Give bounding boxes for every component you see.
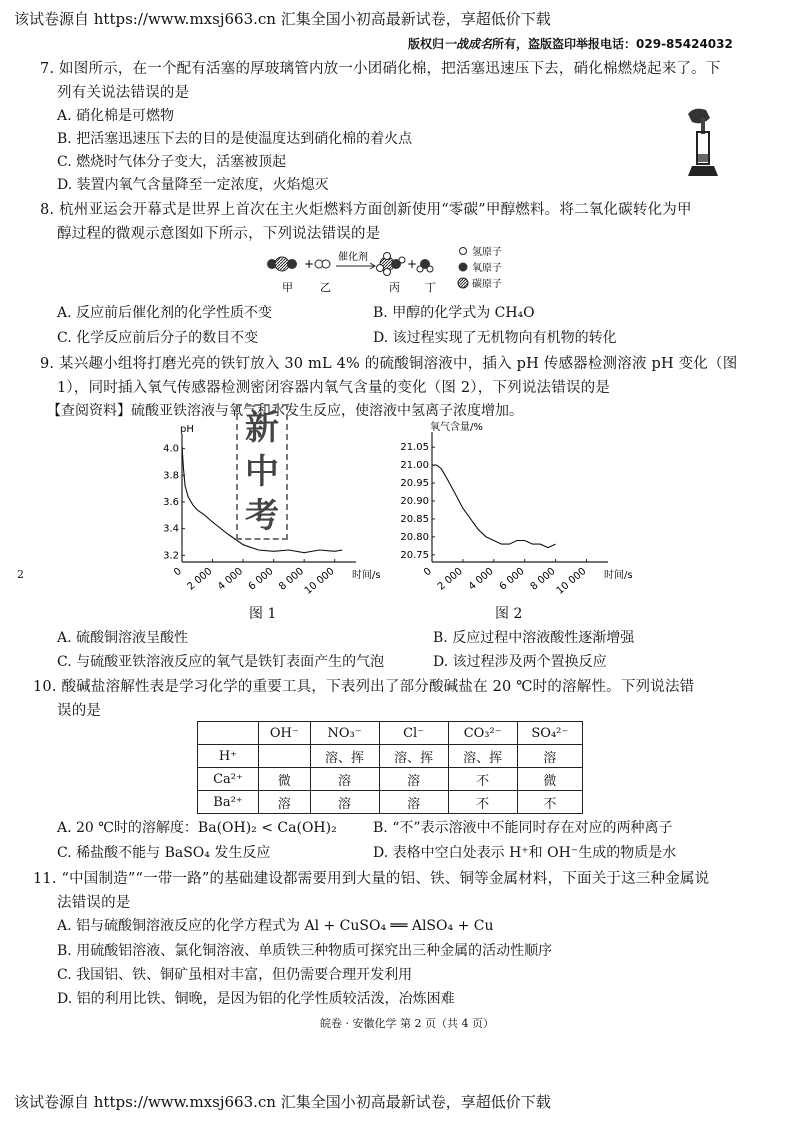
x-tick-label: 0: [171, 565, 184, 579]
catalyst-label: 催化剂: [338, 252, 368, 263]
stamp-char-1: 新: [245, 408, 279, 448]
margin-number: 2: [17, 568, 24, 581]
q8-option-d: D. 该过程实现了无机物向有机物的转化: [373, 330, 617, 346]
q11-stem-line-1: 11. “中国制造”“一带一路”的基础建设都需要用到大量的铝、铁、铜等金属材料，下面关于这三种金属说: [33, 871, 710, 887]
table-cell: 溶: [379, 791, 448, 814]
copyright-brand: 一战成名: [444, 37, 493, 51]
q10-stem-line-1: 10. 酸碱盐溶解性表是学习化学的重要工具，下表列出了部分酸碱盐在 20 ℃时的溶解性。下列说法错: [33, 679, 695, 695]
legend-carbon: 碳原子: [472, 279, 502, 290]
table-cell: Ca²⁺: [198, 768, 259, 791]
svg-text:+: +: [304, 257, 315, 271]
stamp-char-3: 考: [245, 496, 279, 536]
table-cell: Ba²⁺: [198, 791, 259, 814]
table-cell: 不: [517, 791, 582, 814]
q8-option-c: C. 化学反应前后分子的数目不变: [57, 330, 259, 346]
table-row: [198, 745, 583, 768]
chart-oxygen: [388, 422, 633, 597]
copyright-line: [408, 35, 733, 52]
q11-option-c: C. 我国铝、铁、铜矿虽相对丰富，但仍需要合理开发利用: [57, 967, 413, 983]
q7-stem-line-2: 列有关说法错误的是: [57, 85, 190, 101]
table-row: [198, 791, 583, 814]
table-cell: 溶: [517, 745, 582, 768]
y-tick-label: 4.0: [163, 443, 179, 455]
table-header-row: [198, 722, 583, 745]
table-header-cell: NO₃⁻: [310, 722, 379, 745]
series-line: [432, 465, 556, 547]
table-cell: H⁺: [198, 745, 259, 768]
q9-option-d: D. 该过程涉及两个置换反应: [433, 654, 607, 670]
watermark-stamp: [236, 404, 288, 540]
q10-option-a: A. 20 ℃时的溶解度：Ba(OH)₂ < Ca(OH)₂: [57, 820, 337, 836]
q9-option-b: B. 反应过程中溶液酸性逐渐增强: [433, 630, 635, 646]
q10-option-d: D. 表格中空白处表示 H⁺和 OH⁻生成的物质是水: [373, 845, 677, 861]
y-tick-label: 21.00: [400, 460, 429, 472]
x-tick-label: 6 000: [246, 565, 276, 593]
source-banner-top: 该试卷源自 https://www.mxsj663.cn 汇集全国小初高最新试卷，享超低价下载: [14, 10, 551, 28]
x-axis-label: 时间/s: [604, 570, 633, 581]
chart-1-caption: 图 1: [249, 606, 277, 622]
q9-option-a: A. 硫酸铜溶液呈酸性: [57, 630, 189, 646]
x-tick-label: 8 000: [277, 565, 307, 593]
legend-oxygen-icon: [459, 263, 468, 272]
x-tick-label: 4 000: [216, 565, 246, 593]
q11-option-a: A. 铝与硫酸铜溶液反应的化学方程式为 Al + CuSO₄ ══ AlSO₄ + Cu: [57, 918, 494, 934]
q9-stem-line-1: 9. 某兴趣小组将打磨光亮的铁钉放入 30 mL 4% 的硫酸铜溶液中，插入 pH 传感器检测溶液 pH 变化（图: [40, 356, 738, 372]
x-tick-label: 2 000: [435, 565, 465, 593]
table-cell: 不: [448, 768, 517, 791]
table-cell: [259, 745, 311, 768]
q10-stem-line-2: 误的是: [57, 703, 102, 719]
q10-option-c: C. 稀盐酸不能与 BaSO₄ 发生反应: [57, 845, 271, 861]
y-tick-label: 3.6: [163, 497, 179, 508]
q7-option-d: D. 装置内氧气含量降至一定浓度，火焰熄灭: [57, 177, 329, 193]
molecule-co2: [267, 257, 297, 271]
y-tick-label: 3.8: [163, 470, 179, 482]
chart-2-caption: 图 2: [495, 606, 523, 622]
y-tick-label: 20.95: [400, 478, 429, 490]
copyright-suffix: 所有，盗版盗印举报电话：029-85424032: [492, 37, 733, 51]
label-jia: 甲: [282, 281, 293, 294]
x-axis-label: 时间/s: [352, 570, 381, 581]
label-bing: 丙: [389, 281, 400, 294]
table-header-cell: [198, 722, 259, 745]
q9-option-c: C. 与硫酸亚铁溶液反应的氧气是铁钉表面产生的气泡: [57, 654, 385, 670]
table-cell: 溶: [379, 768, 448, 791]
y-axis-label: 氧气含量/%: [430, 422, 483, 433]
piston-tube-illustration: [684, 104, 724, 180]
q8-option-a: A. 反应前后催化剂的化学性质不变: [57, 305, 273, 321]
q8-option-b: B. 甲醇的化学式为 CH₄O: [373, 305, 535, 321]
label-ding: 丁: [425, 281, 436, 294]
q11-option-b: B. 用硫酸铝溶液、氯化铜溶液、单质铁三种物质可探究出三种金属的活动性顺序: [57, 943, 553, 959]
table-cell: 溶、挥: [310, 745, 379, 768]
reaction-diagram: [262, 246, 532, 296]
table-header-cell: CO₃²⁻: [448, 722, 517, 745]
source-banner-bottom: 该试卷源自 https://www.mxsj663.cn 汇集全国小初高最新试卷，享超低价下载: [14, 1093, 551, 1111]
y-axis-label: pH: [180, 424, 194, 435]
molecule-h2: [315, 260, 330, 268]
label-yi: 乙: [320, 281, 331, 294]
legend-carbon-icon: [458, 278, 468, 288]
x-tick-label: 0: [421, 565, 434, 579]
table-header-cell: OH⁻: [259, 722, 311, 745]
table-cell: 微: [517, 768, 582, 791]
table-cell: 微: [259, 768, 311, 791]
molecule-h2o: [417, 259, 433, 272]
x-tick-label: 8 000: [528, 565, 558, 593]
svg-text:+: +: [407, 257, 418, 271]
table-cell: 溶、挥: [448, 745, 517, 768]
molecule-ch3oh: [377, 253, 406, 276]
q11-option-d: D. 铝的利用比铁、铜晚，是因为铝的化学性质较活泼，冶炼困难: [57, 991, 455, 1007]
x-tick-label: 10 000: [554, 565, 589, 597]
x-tick-label: 10 000: [302, 565, 337, 597]
table-header-cell: SO₄²⁻: [517, 722, 582, 745]
page-info: 皖卷 · 安徽化学 第 2 页（共 4 页）: [320, 1017, 494, 1030]
q8-stem-line-1: 8. 杭州亚运会开幕式是世界上首次在主火炬燃料方面创新使用“零碳”甲醇燃料。将二氧化碳转化为甲: [40, 202, 692, 218]
q7-option-c: C. 燃烧时气体分子变大，活塞被顶起: [57, 154, 287, 170]
x-tick-label: 4 000: [466, 565, 496, 593]
q7-option-b: B. 把活塞迅速压下去的目的是使温度达到硝化棉的着火点: [57, 131, 413, 147]
q8-stem-line-2: 醇过程的微观示意图如下所示，下列说法错误的是: [57, 226, 381, 242]
y-tick-label: 20.90: [400, 496, 429, 507]
legend-oxygen: 氧原子: [472, 263, 502, 274]
solubility-table: [197, 721, 583, 814]
table-cell: 溶、挥: [379, 745, 448, 768]
y-tick-label: 3.2: [163, 550, 179, 562]
y-tick-label: 20.85: [400, 513, 429, 525]
table-cell: 溶: [259, 791, 311, 814]
stamp-char-2: 中: [245, 452, 279, 492]
table-row: [198, 768, 583, 791]
table-header-cell: Cl⁻: [379, 722, 448, 745]
y-tick-label: 3.4: [163, 523, 179, 535]
x-tick-label: 2 000: [185, 565, 215, 593]
table-cell: 不: [448, 791, 517, 814]
copyright-prefix: 版权归: [408, 37, 445, 51]
y-tick-label: 21.05: [400, 442, 429, 454]
y-tick-label: 20.80: [400, 531, 429, 543]
q7-option-a: A. 硝化棉是可燃物: [57, 108, 175, 124]
x-tick-label: 6 000: [497, 565, 527, 593]
table-cell: 溶: [310, 768, 379, 791]
q9-stem-line-2: 1），同时插入氧气传感器检测密闭容器内氧气含量的变化（图 2），下列说法错误的是: [57, 380, 611, 396]
table-cell: 溶: [310, 791, 379, 814]
legend-hydrogen-icon: [460, 248, 467, 255]
legend-hydrogen: 氢原子: [472, 247, 502, 258]
q9-info: 【查阅资料】硫酸亚铁溶液与氧气和水发生反应，使溶液中氢离子浓度增加。: [47, 403, 523, 419]
q10-option-b: B. “不”表示溶液中不能同时存在对应的两种离子: [373, 820, 673, 836]
q11-stem-line-2: 法错误的是: [57, 895, 131, 911]
y-tick-label: 20.75: [400, 549, 429, 561]
q7-stem-line-1: 7. 如图所示，在一个配有活塞的厚玻璃管内放一小团硝化棉，把活塞迅速压下去，硝化棉燃烧起来了。下: [40, 61, 721, 77]
